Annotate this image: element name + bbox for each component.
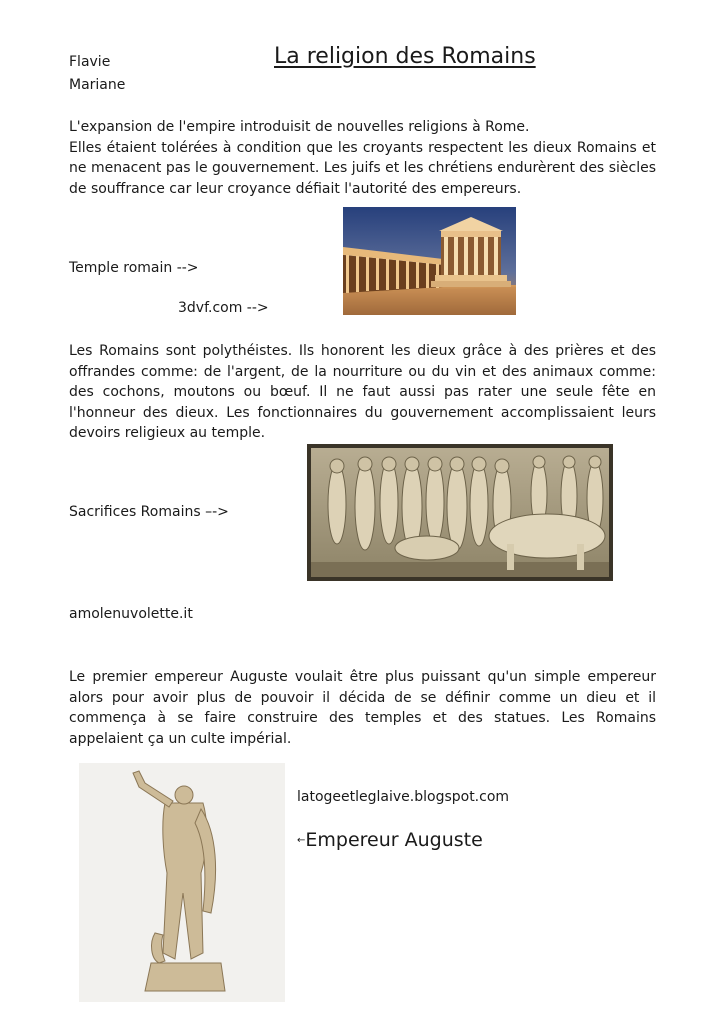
intro-paragraph <box>69 117 656 199</box>
temple-source: 3dvf.com --> <box>178 300 269 316</box>
statue-source: latogeetleglaive.blogspot.com <box>297 789 510 805</box>
page-title: La religion des Romains <box>274 44 536 69</box>
author-name: Flavie <box>69 54 111 70</box>
statue-caption <box>297 829 483 851</box>
intro-text: Elles étaient tolérées à condition que les croyants respectent les dieux Romains et ne menacent pas le gouvernement. Les juifs et les chrétiens endurèrent des siècles de souffrance car leur croyance défiait l'autorité des empereurs. <box>69 139 656 197</box>
intro-line: L'expansion de l'empire introduisit de nouvelles religions à Rome. <box>69 119 530 135</box>
augustus-paragraph: Le premier empereur Auguste voulait être plus puissant qu'un simple empereur alors pour avoir plus de pouvoir il décida de se définir comme un dieu et il commença à se faire construire des temples et des statues. Les Romains appelaient ça un culte impérial. <box>69 669 656 747</box>
arrow-left-icon: ← <box>297 835 306 846</box>
sacrifice-caption: Sacrifices Romains –-> <box>69 504 229 520</box>
temple-photo <box>343 207 516 315</box>
polytheism-paragraph: Les Romains sont polythéistes. Ils honorent les dieux grâce à des prières et des offrandes comme: de l'argent, de la nourriture ou du vin et des animaux comme: des cochons, moutons ou bœuf. Il ne faut aussi pas rater une seule fête en l'honneur des dieux. Les fonctionnaires du gouvernement accomplissaient leurs devoirs religieux au temple. <box>69 343 656 441</box>
sacrifice-relief-photo <box>307 444 613 581</box>
statue-caption-text: Empereur Auguste <box>305 829 483 851</box>
sacrifice-source: amolenuvolette.it <box>69 606 193 622</box>
augustus-statue-photo <box>79 763 285 1002</box>
temple-caption: Temple romain --> <box>69 260 199 276</box>
author-name: Mariane <box>69 77 126 93</box>
